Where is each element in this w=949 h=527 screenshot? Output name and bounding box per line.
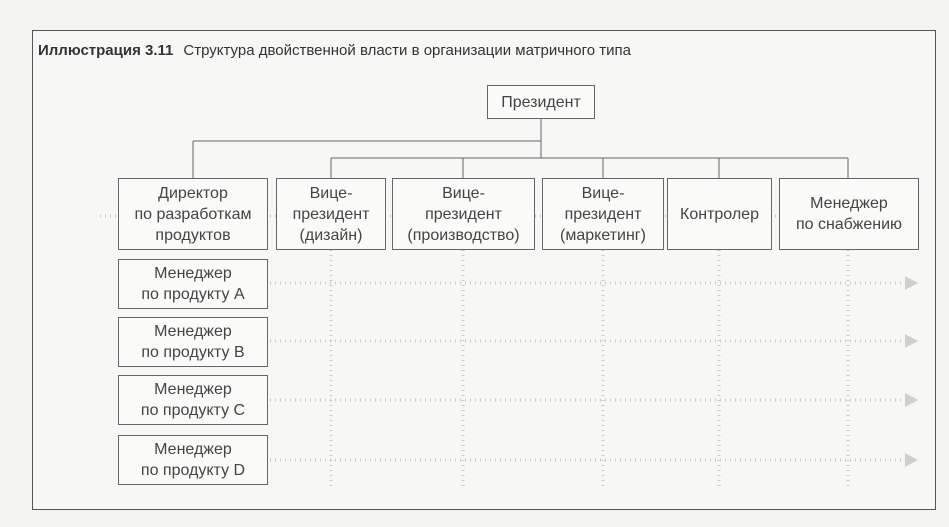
box-product-manager-c <box>118 375 268 425</box>
box-product-manager-a <box>118 259 268 309</box>
matrix-arrow-4 <box>905 453 918 467</box>
box-controller <box>667 178 772 250</box>
caption-number: Иллюстрация 3.11 <box>38 42 174 59</box>
box-vp-marketing <box>542 178 664 250</box>
box-product-manager-d <box>118 435 268 485</box>
label-procurement-manager: Менеджер по снабжению <box>795 195 903 233</box>
label-director-products: Директор по разработкам продуктов <box>134 184 252 244</box>
label-vp-production: Вице- президент (производство) <box>407 184 520 244</box>
label-vp-marketing: Вице- президент (маркетинг) <box>560 184 646 244</box>
box-procurement-manager <box>779 178 919 250</box>
caption-title: Структура двойственной власти в организации матричного типа <box>183 42 632 59</box>
box-director-products <box>118 178 268 250</box>
label-product-manager-b: Менеджер по продукту B <box>141 323 245 361</box>
label-controller: Контролер <box>680 205 759 223</box>
matrix-arrow-3 <box>905 393 918 407</box>
matrix-arrow-1 <box>905 276 918 290</box>
label-product-manager-d: Менеджер по продукту D <box>140 441 246 479</box>
box-vp-design <box>276 178 386 250</box>
box-product-manager-b <box>118 317 268 367</box>
label-vp-design: Вице- президент (дизайн) <box>292 184 370 244</box>
box-vp-production <box>392 178 535 250</box>
box-president <box>487 85 595 119</box>
label-president: Президент <box>501 93 581 111</box>
label-product-manager-a: Менеджер по продукту A <box>141 265 245 303</box>
matrix-arrow-2 <box>905 334 918 348</box>
label-product-manager-c: Менеджер по продукту C <box>140 381 246 419</box>
